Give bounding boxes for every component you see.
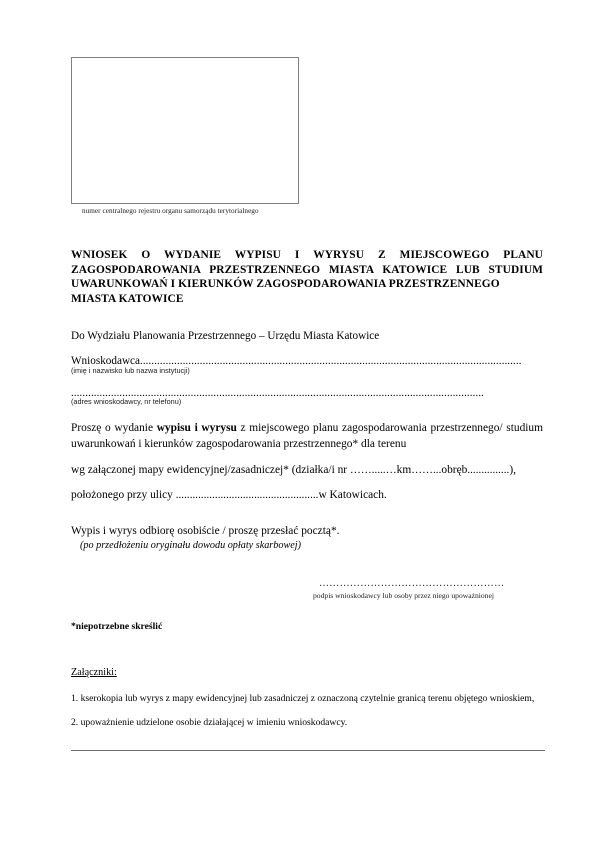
signature-caption: podpis wnioskodawcy lub osoby przez niego upoważnionej <box>313 591 494 600</box>
attachments-heading: Załączniki: <box>71 667 117 678</box>
signature-leader[interactable]: ……………………………………………… <box>319 578 505 589</box>
street-line-suffix: w Katowicach. <box>318 489 387 501</box>
street-name-leader[interactable]: ................................................... <box>175 489 319 501</box>
addressee-line: Do Wydziału Planowania Przestrzennego – Urzędu Miasta Katowice <box>71 330 380 342</box>
parcel-line-suffix: ), <box>509 464 516 476</box>
page-title <box>71 248 543 306</box>
page-title-main: WNIOSEK O WYDANIE WYPISU I WYRYSU Z MIEJSCOWEGO PLANU ZAGOSPODAROWANIA PRZESTRZENNEGO MIASTA KATOWICE LUB STUDIUM UWARUNKOWAŃ I KIERUNKÓW ZAGOSPODAROWANIA PRZESTRZENNEGO <box>71 249 543 291</box>
request-text-part2: z miejscowego planu zagospodarowania przestrzennego/ studium uwarunkowań i kierunków zagospodarowania przestrzennego* dla terenu <box>71 422 543 451</box>
request-street-line <box>71 487 549 503</box>
delivery-method-line[interactable]: Wypis i wyrys odbiorę osobiście / proszę przesłać pocztą*. <box>71 525 340 537</box>
request-text-emphasis: wypisu i wyrysu <box>156 422 237 434</box>
parcel-number-leader[interactable]: …….....… <box>349 464 397 476</box>
parcel-km-label: km <box>396 464 412 476</box>
applicant-field-label: Wnioskodawca <box>71 355 140 367</box>
parcel-km-leader[interactable]: ……... <box>411 464 442 476</box>
page-title-second: MIASTA KATOWICE <box>71 292 184 305</box>
request-paragraph <box>71 420 543 453</box>
applicant-field-leader[interactable]: ...................................................................................................................................... <box>139 356 522 367</box>
footnote-delete-as-appropriate: *niepotrzebne skreślić <box>71 621 163 632</box>
parcel-precinct-leader[interactable]: ............... <box>467 464 510 476</box>
parcel-precinct-label: obręb <box>441 464 468 476</box>
registry-number-caption: numer centralnego rejestru organu samorządu terytorialnego <box>82 207 259 215</box>
footer-divider <box>71 750 545 751</box>
address-field-leader[interactable]: ................................................................................................................................................. <box>71 388 485 399</box>
request-text-part1: Proszę o wydanie <box>71 422 157 434</box>
delivery-method-note: (po przedłożeniu oryginału dowodu opłaty skarbowej) <box>80 540 301 551</box>
request-parcel-line <box>71 462 549 478</box>
street-line-prefix: położonego przy ulicy <box>71 489 176 501</box>
registry-number-stamp-box <box>71 57 299 204</box>
attachment-list-item: 1. kserokopia lub wyrys z mapy ewidencyjnej lub zasadniczej z oznaczoną czytelnie granicą terenu objętego wnioskiem, <box>71 693 535 704</box>
applicant-field-caption: (imię i nazwisko lub nazwa instytucji) <box>71 366 190 375</box>
address-field-caption: (adres wnioskodawcy, nr telefonu) <box>71 397 182 406</box>
attachment-list-item: 2. upoważnienie udzielone osobie działającej w imieniu wnioskodawcy. <box>71 717 348 728</box>
parcel-line-prefix: wg załączonej mapy ewidencyjnej/zasadniczej* (działka/i nr <box>71 464 350 476</box>
